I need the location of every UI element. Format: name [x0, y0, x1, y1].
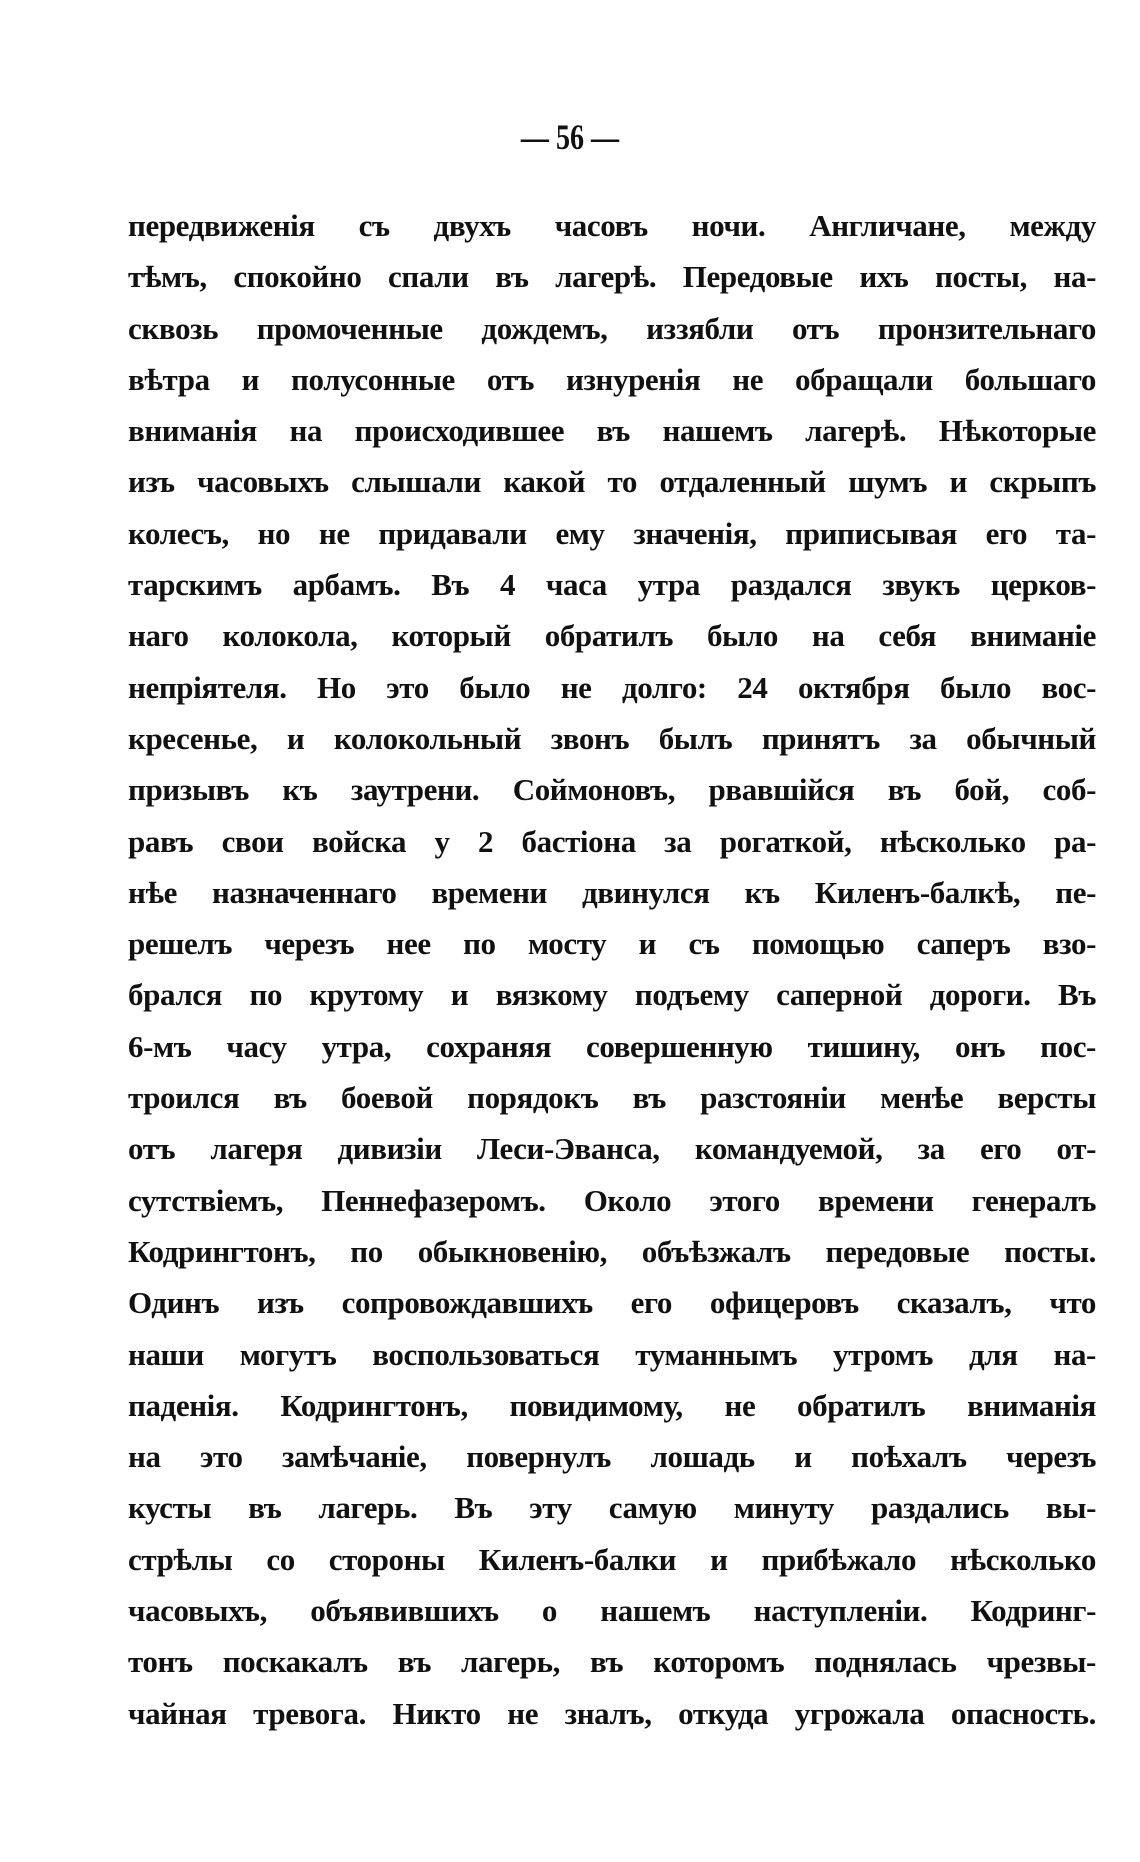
text-line: непріятеля. Но это было не долго: 24 октября было вос- [128, 669, 1096, 705]
text-line: колесъ, но не придавали ему значенія, приписывая его та- [128, 515, 1096, 551]
text-line: Одинъ изъ сопровождавшихъ его офицеровъ сказалъ, что [128, 1285, 1096, 1321]
text-line: вѣтра и полусонные отъ изнуренія не обращали большаго [128, 361, 1096, 397]
page-number: — 56 — [520, 117, 620, 157]
text-line: призывъ къ заутрени. Соймоновъ, рвавшійся въ бой, соб- [128, 772, 1096, 808]
text-line: брался по крутому и вязкому подъему саперной дороги. Въ [128, 977, 1096, 1013]
text-line: 6-мъ часу утра, сохраняя совершенную тишину, онъ пос- [128, 1028, 1096, 1064]
text-line: сутствіемъ, Пеннефазеромъ. Около этого времени генералъ [128, 1182, 1096, 1218]
text-line: тѣмъ, спокойно спали въ лагерѣ. Передовые ихъ посты, на- [128, 259, 1096, 295]
text-line: часовыхъ, объявившихъ о нашемъ наступленіи. Кодринг- [128, 1593, 1096, 1629]
text-line: нѣе назначеннаго времени двинулся къ Киленъ-балкѣ, пе- [128, 874, 1096, 910]
text-line: на это замѣчаніе, повернулъ лошадь и поѣхалъ черезъ [128, 1439, 1096, 1475]
text-line: изъ часовыхъ слышали какой то отдаленный шумъ и скрыпъ [128, 464, 1096, 500]
text-line: троился въ боевой порядокъ въ разстояніи менѣе версты [128, 1080, 1096, 1116]
text-line: отъ лагеря дивизіи Леси-Эванса, командуемой, за его от- [128, 1131, 1096, 1167]
text-line: решелъ черезъ нее по мосту и съ помощью саперъ взо- [128, 926, 1096, 962]
text-line: равъ свои войска у 2 бастіона за рогаткой, нѣсколько ра- [128, 823, 1096, 859]
text-line: стрѣлы со стороны Киленъ-балки и прибѣжало нѣсколько [128, 1541, 1096, 1577]
text-line: наго колокола, который обратилъ было на себя вниманіе [128, 618, 1096, 654]
text-line: Кодрингтонъ, по обыкновенію, объѣзжалъ передовые посты. [128, 1233, 1096, 1269]
text-line: передвиженія съ двухъ часовъ ночи. Англичане, между [128, 208, 1096, 243]
text-line: вниманія на происходившее въ нашемъ лагерѣ. Нѣкоторые [128, 413, 1096, 449]
text-line: тонъ поскакалъ въ лагерь, въ которомъ поднялась чрезвы- [128, 1644, 1096, 1680]
text-line: кусты въ лагерь. Въ эту самую минуту раздались вы- [128, 1490, 1096, 1526]
text-line: наши могутъ воспользоваться туманнымъ утромъ для на- [128, 1336, 1096, 1372]
body-text [128, 200, 1096, 1739]
text-line: кресенье, и колокольный звонъ былъ принятъ за обычный [128, 720, 1096, 756]
text-line: чайная тревога. Никто не зналъ, откуда угрожала опасность. [128, 1695, 1096, 1731]
text-line: паденія. Кодрингтонъ, повидимому, не обратилъ вниманія [128, 1387, 1096, 1423]
text-line: тарскимъ арбамъ. Въ 4 часа утра раздался звукъ церков- [128, 567, 1096, 603]
text-line: сквозь промоченные дождемъ, иззябли отъ пронзительнаго [128, 310, 1096, 346]
